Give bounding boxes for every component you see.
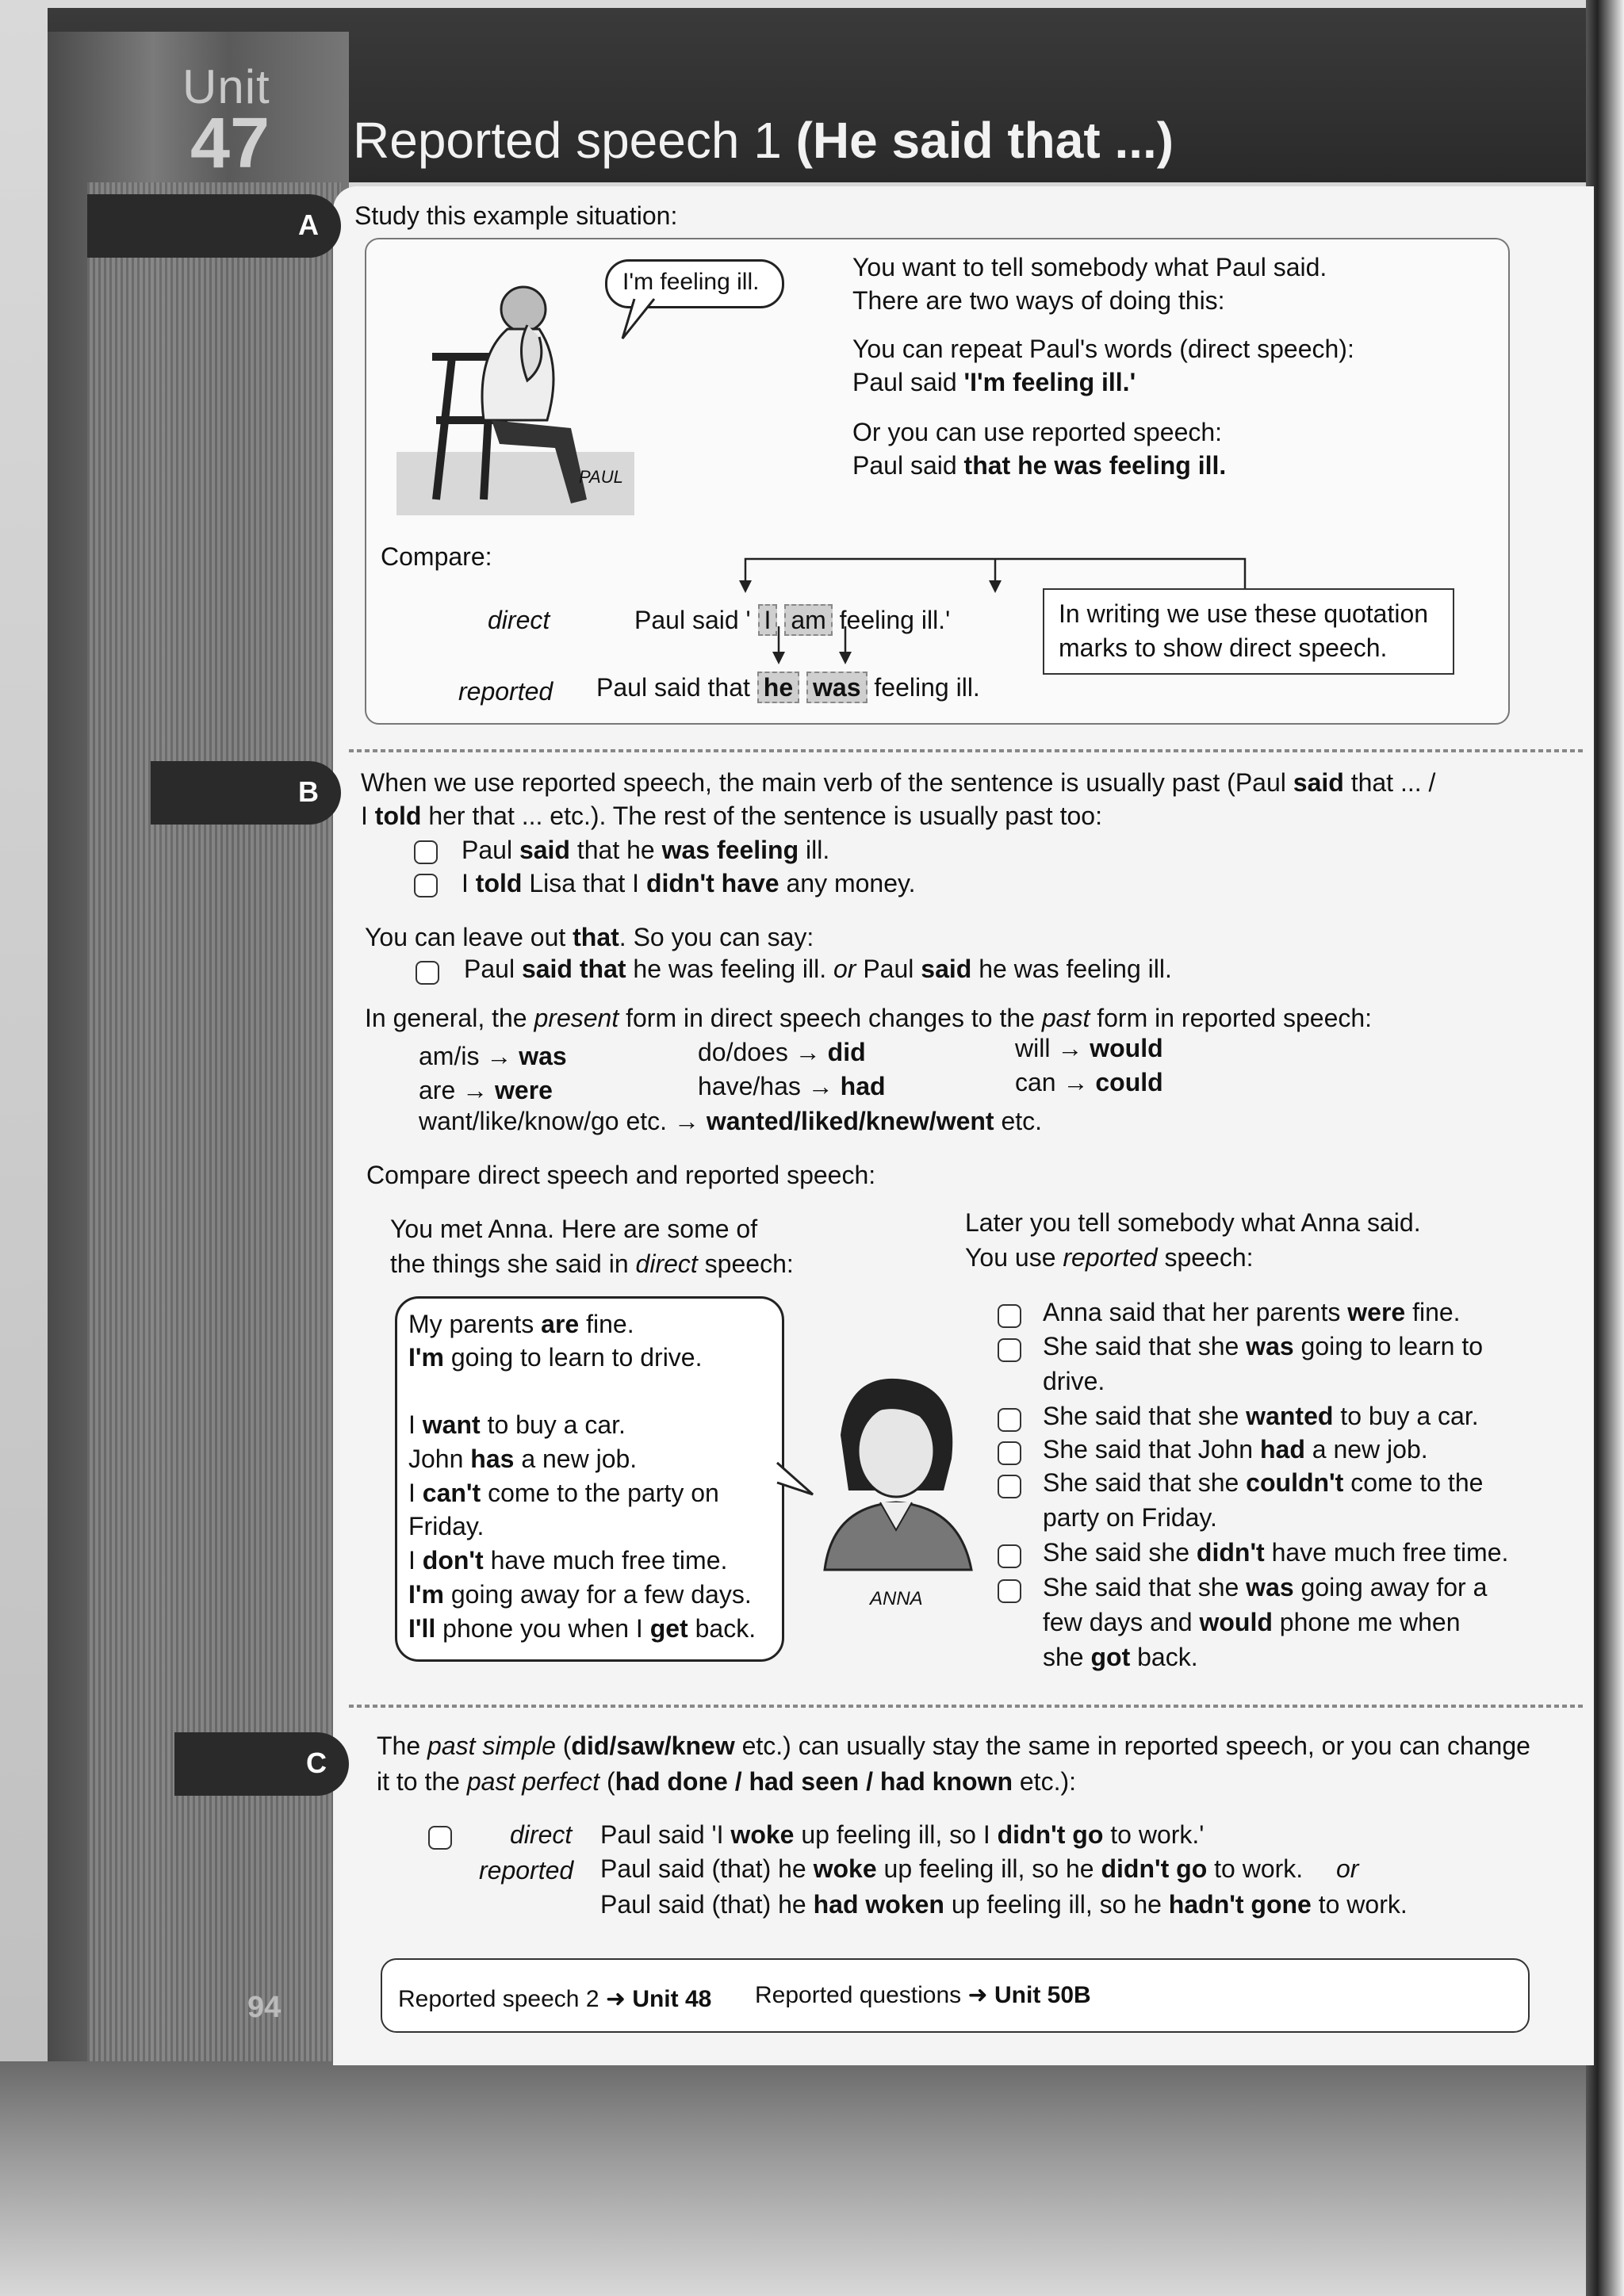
reported-line-7: She said that she was going away for a	[1043, 1573, 1488, 1601]
torso	[482, 329, 553, 420]
direct-line-5: I can't come to the party on	[408, 1479, 719, 1507]
bullet-icon	[998, 1441, 1021, 1465]
change-am-is: am/is → was	[419, 1042, 567, 1070]
note-line-2: marks to show direct speech.	[1059, 633, 1388, 662]
b-example-2: I told Lisa that I didn't have any money.	[462, 869, 916, 897]
c-direct-sentence: Paul said 'I woke up feeling ill, so I didn't go to work.'	[600, 1820, 1205, 1849]
arrow-heads-bottom	[772, 652, 852, 664]
b-left-intro-2: the things she said in direct speech:	[390, 1249, 794, 1278]
a-text-4: Paul said 'I'm feeling ill.'	[852, 368, 1136, 396]
note-line-1: In writing we use these quotation	[1059, 599, 1429, 628]
a-text-3: You can repeat Paul's words (direct speech):	[852, 335, 1354, 363]
section-tab-b: B	[151, 761, 341, 825]
head	[501, 287, 546, 331]
b-example-3: Paul said that he was feeling ill. or Paul said he was feeling ill.	[464, 955, 1172, 983]
direct-line-4: John has a new job.	[408, 1445, 638, 1473]
a-text-5: Or you can use reported speech:	[852, 418, 1223, 446]
reported-sentence: Paul said that he was feeling ill.	[596, 673, 980, 702]
unit-label: Unit	[182, 60, 270, 113]
reported-line-7c: she got back.	[1043, 1643, 1198, 1671]
change-have-has: have/has → had	[698, 1072, 886, 1100]
face	[858, 1405, 934, 1497]
section-tab-a: A	[87, 194, 341, 258]
b-example-1: Paul said that he was feeling ill.	[462, 836, 830, 864]
b-left-intro-1: You met Anna. Here are some of	[390, 1215, 758, 1243]
section-a-intro: Study this example situation:	[354, 201, 678, 230]
unit-number: 47	[190, 104, 270, 183]
reported-line-2: She said that she was going to learn to	[1043, 1332, 1484, 1360]
anna-illustration	[817, 1372, 975, 1578]
change-want-like: want/like/know/go etc. → wanted/liked/knew/went etc.	[419, 1107, 1043, 1135]
b-compare: Compare direct speech and reported speech:	[366, 1161, 876, 1189]
change-can: can → could	[1015, 1068, 1163, 1096]
direct-line-1: My parents are fine.	[408, 1310, 634, 1338]
a-text-1: You want to tell somebody what Paul said.	[852, 253, 1327, 281]
c-reported-2: Paul said (that) he had woken up feeling ill, so he hadn't gone to work.	[600, 1890, 1408, 1919]
bullet-icon	[414, 874, 438, 897]
direct-sentence: Paul said ' I am feeling ill.'	[634, 606, 951, 634]
bullet-icon	[998, 1579, 1021, 1603]
b-right-intro-2: You use reported speech:	[965, 1243, 1254, 1272]
reported-line-4: She said that John had a new job.	[1043, 1435, 1428, 1464]
divider-a-b	[349, 749, 1586, 752]
c-intro-line-1: The past simple (did/saw/knew etc.) can usually stay the same in reported speech, or you can change	[377, 1732, 1530, 1760]
bullet-icon	[998, 1338, 1021, 1362]
reported-line-5: She said that she couldn't come to the	[1043, 1468, 1484, 1497]
bubble-tail-path	[622, 299, 654, 339]
reported-line-3: She said that she wanted to buy a car.	[1043, 1402, 1479, 1430]
a-text-6: Paul said that he was feeling ill.	[852, 451, 1227, 480]
bubble-tail	[619, 295, 666, 342]
b-intro-line-1: When we use reported speech, the main verb of the sentence is usually past (Paul said that ... /	[361, 768, 1436, 797]
page-title: Reported speech 1 (He said that ...)	[353, 112, 1174, 169]
bullet-icon	[998, 1408, 1021, 1432]
b-intro-line-2: I told her that ... etc.). The rest of the sentence is usually past too:	[361, 802, 1102, 830]
direct-label: direct	[488, 606, 550, 634]
bullet-icon	[998, 1304, 1021, 1328]
scan-bottom-shade	[0, 2061, 1624, 2296]
c-or: or	[1336, 1854, 1359, 1883]
direct-line-3: I want to buy a car.	[408, 1410, 626, 1439]
c-reported-1: Paul said (that) he woke up feeling ill, so he didn't go to work.	[600, 1854, 1304, 1883]
reported-line-1: Anna said that her parents were fine.	[1043, 1298, 1461, 1326]
reported-label: reported	[458, 677, 553, 706]
change-are: are → were	[419, 1076, 553, 1104]
direct-line-7: I'm going away for a few days.	[408, 1580, 752, 1609]
change-will: will → would	[1015, 1034, 1163, 1062]
arrow-heads-top	[739, 580, 1002, 593]
paul-caption: PAUL	[579, 467, 623, 487]
bullet-icon	[998, 1544, 1021, 1568]
b-right-intro-1: Later you tell somebody what Anna said.	[965, 1208, 1421, 1237]
b-leave-out: You can leave out that. So you can say:	[365, 923, 814, 951]
b-general: In general, the present form in direct speech changes to the past form in reported speech:	[365, 1004, 1373, 1032]
a-text-2: There are two ways of doing this:	[852, 286, 1225, 315]
ref-link-unit-50b[interactable]: Reported questions ➜ Unit 50B	[755, 1982, 1091, 2008]
change-do-does: do/does → did	[698, 1038, 866, 1066]
anna-bubble-tail	[773, 1459, 821, 1506]
bubble-text: I'm feeling ill.	[622, 269, 760, 295]
c-intro-line-2: it to the past perfect (had done / had seen / had known etc.):	[377, 1767, 1076, 1796]
anna-bubble-tail-path	[777, 1463, 813, 1494]
section-tab-c: C	[174, 1732, 349, 1796]
compare-label: Compare:	[381, 542, 492, 571]
reported-line-5b: party on Friday.	[1043, 1503, 1217, 1532]
c-reported-label: reported	[479, 1856, 574, 1885]
bullet-icon	[998, 1475, 1021, 1498]
c-direct-label: direct	[510, 1820, 573, 1849]
bullet-icon	[414, 840, 438, 864]
divider-b-c	[349, 1705, 1586, 1708]
direct-line-5b: Friday.	[408, 1512, 485, 1540]
direct-line-2: I'm going to learn to drive.	[408, 1343, 703, 1372]
ref-link-unit-48[interactable]: Reported speech 2 ➜ Unit 48	[398, 1986, 712, 2012]
bullet-icon	[416, 961, 439, 985]
reported-line-6: She said she didn't have much free time.	[1043, 1538, 1509, 1567]
page-number: 94	[247, 1991, 282, 2024]
reported-line-7b: few days and would phone me when	[1043, 1608, 1461, 1636]
reported-line-2b: drive.	[1043, 1367, 1105, 1395]
bullet-icon	[428, 1826, 452, 1850]
direct-line-8: I'll phone you when I get back.	[408, 1614, 756, 1643]
direct-line-6: I don't have much free time.	[408, 1546, 728, 1575]
anna-caption: ANNA	[870, 1588, 923, 1609]
